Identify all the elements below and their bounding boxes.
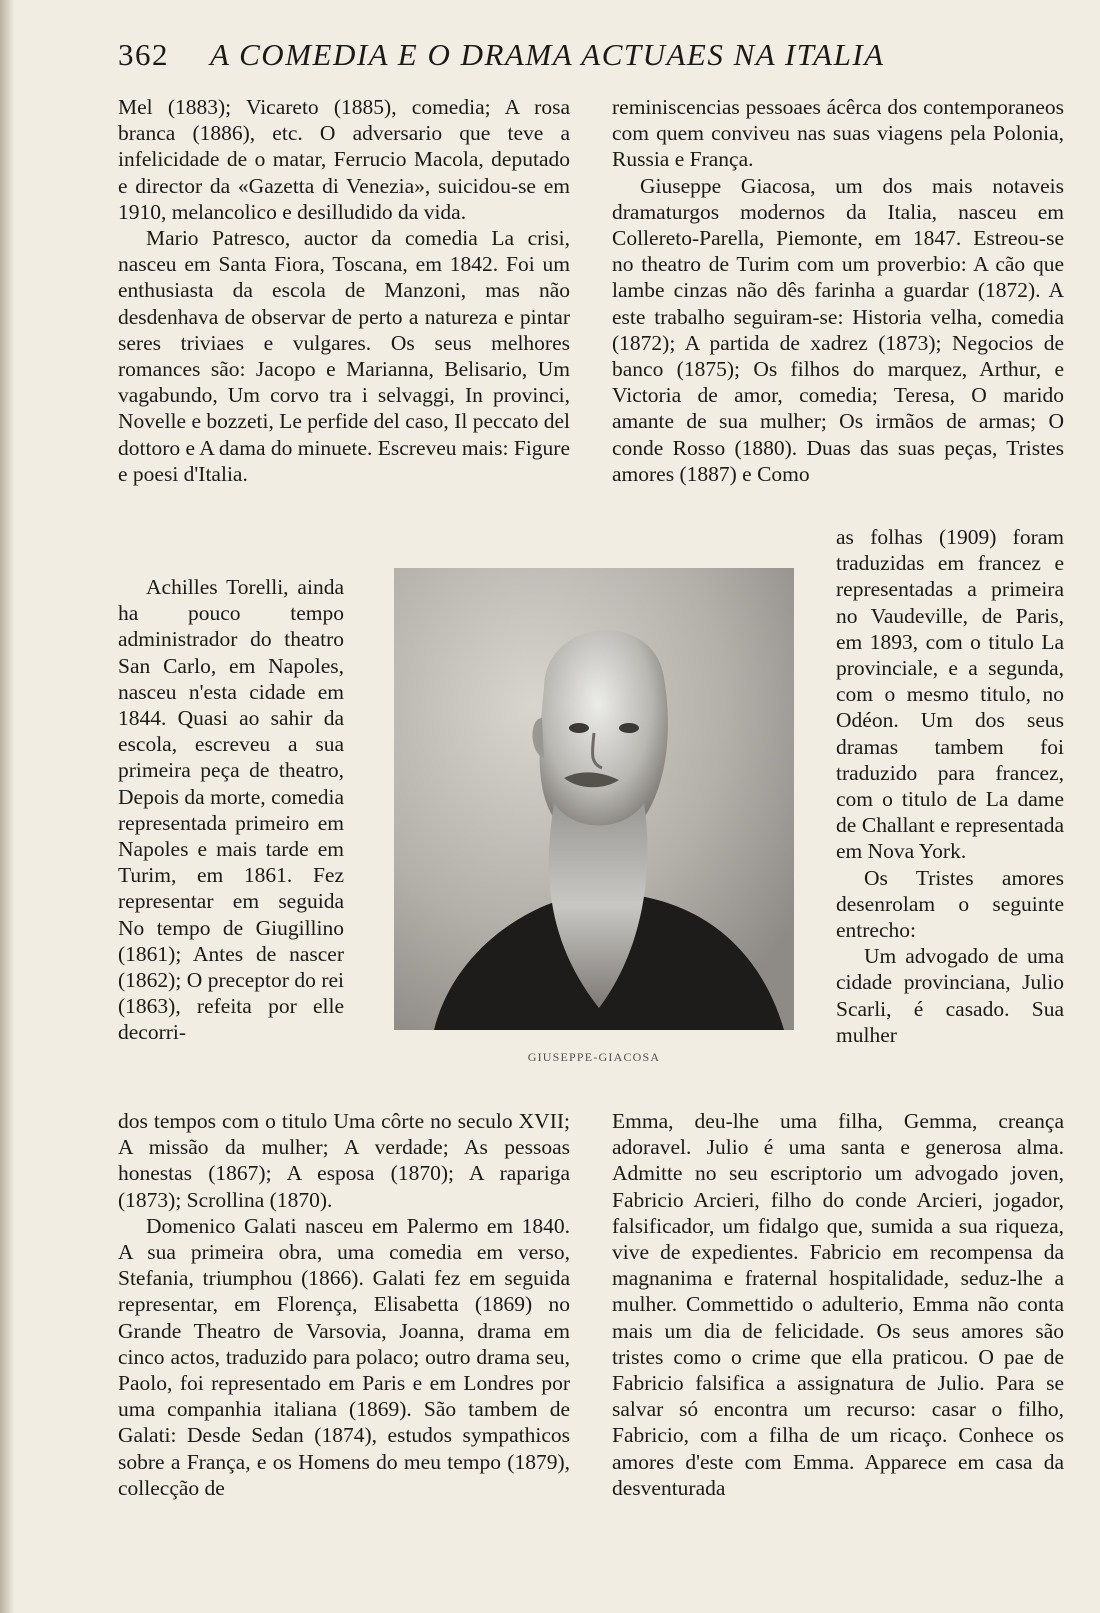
paragraph: Mario Patresco, auctor da comedia La crisi, nasceu em Santa Fiora, Toscana, em 1842. Foi um enthusiasta da escola de Manzoni, mas não desdenhava de observar de perto a natureza e pintar seres triviaes e vulgares. Os seus melhores romances são: Jacopo e Marianna, Belisario, Um vagabundo, Um corvo tra i selvaggi, In provinci, Novelle e bozzeti, Le perfide del caso, Il peccato del dottoro e A dama do minuete. Escreveu mais: Figure e poesi d'Italia. xyxy=(118,226,570,486)
running-header xyxy=(118,30,988,80)
left-column-top xyxy=(118,94,570,574)
page-gutter-shadow xyxy=(0,0,14,1613)
right-column-beside-figure xyxy=(836,524,1064,1108)
paragraph: Os Tristes amores desenrolam o seguinte entrecho: xyxy=(836,865,1064,943)
paragraph: Mel (1883); Vicareto (1885), comedia; A rosa branca (1886), etc. O adversario que teve a infelicidade de o matar, Ferrucio Macola, deputado e director da «Gazetta di Venezia», suicidou-se em 1910, melancolico e desilludido da vida. xyxy=(118,95,570,224)
paragraph: dos tempos com o titulo Uma côrte no seculo XVII; A missão da mulher; A verdade; As pessoas honestas (1867); A esposa (1870); A rapariga (1873); Scrollina (1870). xyxy=(118,1109,570,1212)
right-column-bottom xyxy=(612,1108,1064,1568)
right-column-top xyxy=(612,94,1064,524)
portrait-figure xyxy=(394,568,794,1030)
paragraph: reminiscencias pessoaes ácêrca dos contemporaneos com quem conviveu nas suas viagens pela Polonia, Russia e França. xyxy=(612,95,1064,172)
paragraph: Achilles Torelli, ainda ha pouco tempo administrador do theatro San Carlo, em Napoles, nasceu n'esta cidade em 1844. Quasi ao sahir da escola, escreveu a sua primeira peça de theatro, Depois da morte, comedia representada primeiro em Napoles e mais tarde em Turim, em 1861. Fez representar em seguida No tempo de Giugillino (1861); Antes de nascer (1862); O preceptor do rei (1863), refeita por elle decorri- xyxy=(118,575,344,1045)
paragraph: as folhas (1909) foram traduzidas em francez e representadas a primeira no Vaudeville, de Paris, em 1893, com o titulo La provinciale, e a segunda, com o mesmo titulo, no Odéon. Um dos seus dramas tambem foi traduzido para francez, com o titulo de La dame de Challant e representada em Nova York. xyxy=(836,525,1064,864)
left-column-beside-figure xyxy=(118,574,344,1108)
portrait-photo xyxy=(394,568,794,1030)
page-number: 362 xyxy=(118,37,169,72)
paragraph: Um advogado de uma cidade provinciana, Julio Scarli, é casado. Sua mulher xyxy=(836,944,1064,1047)
paragraph: Domenico Galati nasceu em Palermo em 1840. A sua primeira obra, uma comedia em verso, Stefania, triumphou (1866). Galati fez em seguida representar, em Florença, Elisabetta (1869) no Grande Theatro de Varsovia, Joanna, drama em cinco actos, traduzido para polaco; outro drama seu, Paolo, foi representado em Paris e em Londres por uma companhia italiana (1869). São tambem de Galati: Desde Sedan (1874), estudos sympathicos sobre a França, e os Homens do meu tempo (1879), collecção de xyxy=(118,1213,570,1500)
running-title: A COMEDIA E O DRAMA ACTUAES NA ITALIA xyxy=(210,37,885,72)
paragraph: Giuseppe Giacosa, um dos mais notaveis dramaturgos modernos da Italia, nasceu em Collereto-Parella, Piemonte, em 1847. Estreou-se no theatro de Turim com um proverbio: A cão que lambe cinzas não dês farinha a guardar (1872). A este trabalho seguiram-se: Historia velha, comedia (1872); A partida de xadrez (1873); Negocios de banco (1875); Os filhos do marquez, Arthur, e Victoria de amor, comedia; Teresa, O marido amante de sua mulher; Os irmãos de armas; O conde Rosso (1880). Duas das suas peças, Tristes amores (1887) e Como xyxy=(612,173,1064,486)
left-column-bottom xyxy=(118,1108,570,1568)
figure-caption: GIUSEPPE-GIACOSA xyxy=(527,1050,661,1064)
paragraph: Emma, deu-lhe uma filha, Gemma, creança adoravel. Julio é uma santa e generosa alma. Admitte no seu escriptorio um advogado joven, Fabricio Arcieri, filho do conde Arcieri, jogador, falsificador, um fidalgo que, sumida a sua riqueza, vive de expedientes. Fabricio em recompensa da magnanima e fraternal hospitalidade, seduz-lhe a mulher. Commettido o adulterio, Emma não conta mais um dia de felicidade. Os seus amores são tristes como o crime que ella praticou. O pae de Fabricio falsifica a assignatura de Julio. Para se salvar só encontra um recurso: casar o filho, Fabricio, com a filha de um ricaço. Conhece os amores d'este com Emma. Apparece em casa da desventurada xyxy=(612,1109,1064,1500)
